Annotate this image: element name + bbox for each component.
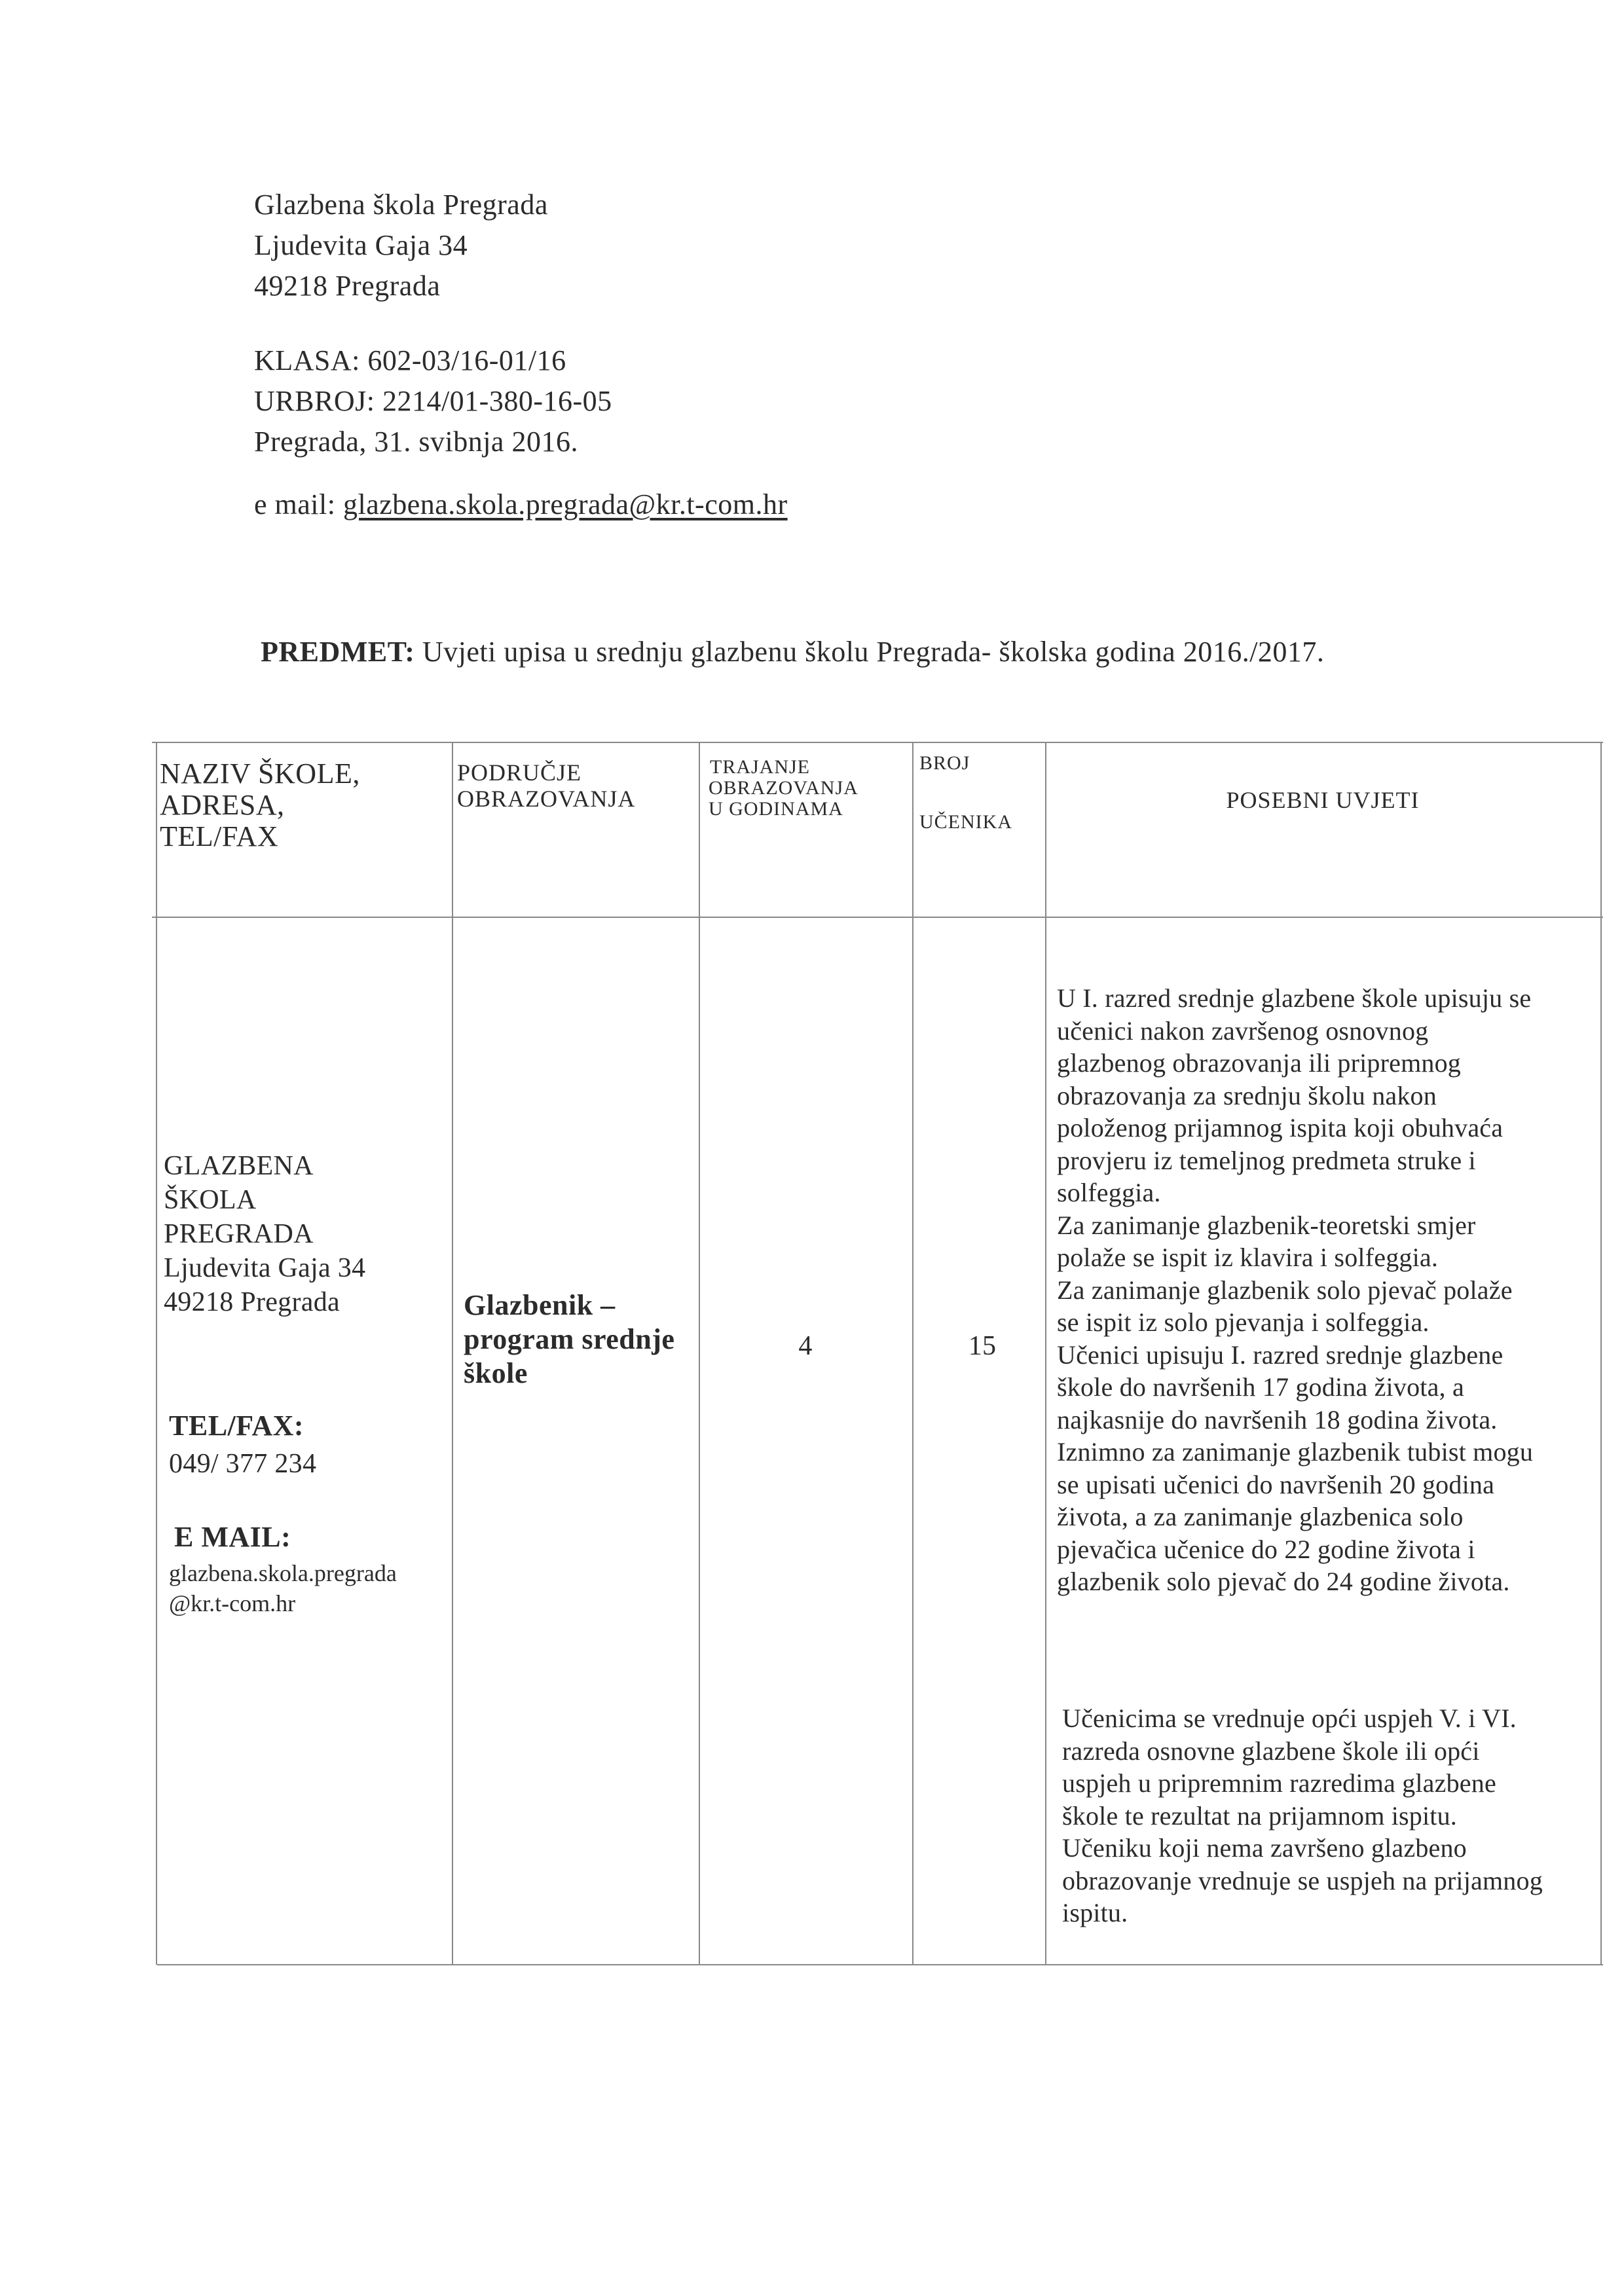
condition-line: razreda osnovne glazbene škole ili opći [1062, 1736, 1480, 1766]
subject-text: Uvjeti upisa u srednju glazbenu školu Pregrada- školska godina 2016./2017. [415, 636, 1325, 668]
header-special-conditions: POSEBNI UVJETI [1226, 787, 1420, 813]
condition-line: Učeniku koji nema završeno glazbeno [1062, 1833, 1467, 1863]
condition-line: najkasnije do navršenih 18 godina života. [1057, 1404, 1498, 1434]
school-info-cell: GLAZBENA ŠKOLA PREGRADA Ljudevita Gaja 34 49218 Pregrada [164, 1151, 366, 1317]
tel-fax-label: TEL/FAX: [169, 1410, 304, 1442]
klasa-number: KLASA: 602-03/16-01/16 [254, 344, 566, 376]
condition-line: glazbenog obrazovanja ili pripremnog [1057, 1048, 1461, 1078]
condition-line: Iznimno za zanimanje glazbenik tubist mogu [1057, 1437, 1534, 1467]
condition-line: ispitu. [1062, 1898, 1128, 1927]
condition-line: obrazovanje vrednuje se uspjeh na prijamnog [1062, 1865, 1543, 1895]
header-student-count-top: BROJ [919, 752, 970, 774]
condition-line: Učenici upisuju I. razred srednje glazbene [1057, 1339, 1504, 1370]
email-line [254, 484, 788, 525]
duration-value: 4 [798, 1331, 813, 1361]
table-border-right [1600, 742, 1602, 1965]
condition-line: obrazovanja za srednju školu nakon [1057, 1080, 1437, 1110]
email-value-cell: glazbena.skola.pregrada @kr.t-com.hr [169, 1560, 397, 1616]
letterhead [254, 185, 788, 525]
table-col-divider-3 [912, 742, 913, 1965]
condition-line: uspjeh u pripremnim razredima glazbene [1062, 1768, 1496, 1798]
header-education-field: PODRUČJE OBRAZOVANJA [457, 759, 636, 812]
table-border-top [152, 742, 1603, 743]
tel-fax-value: 049/ 377 234 [169, 1449, 317, 1479]
school-postal-city: 49218 Pregrada [254, 270, 441, 302]
program-cell: Glazbenik – program srednje škole [464, 1289, 675, 1389]
table-header-divider [152, 917, 1603, 918]
condition-line: Učenicima se vrednuje opći uspjeh V. i VI. [1062, 1704, 1517, 1733]
header-duration: TRAJANJE OBRAZOVANJA U GODINAMA [709, 756, 858, 820]
table-col-divider-4 [1045, 742, 1046, 1965]
email-label: e mail: [254, 488, 343, 520]
school-name: Glazbena škola Pregrada [254, 189, 548, 221]
condition-line: položenog prijamnog ispita koji obuhvaća [1057, 1113, 1504, 1142]
condition-line: Za zanimanje glazbenik solo pjevač polaže [1057, 1275, 1513, 1305]
condition-line: polaže se ispit iz klavira i solfeggia. [1057, 1243, 1439, 1272]
urbroj-number: URBROJ: 2214/01-380-16-05 [254, 385, 612, 417]
table-col-divider-1 [452, 742, 453, 1965]
special-conditions-text-1 [1057, 982, 1598, 1598]
student-count-value: 15 [968, 1331, 997, 1361]
condition-line: solfeggia. [1057, 1178, 1161, 1207]
condition-line: škole do navršenih 17 godina života, a [1057, 1372, 1464, 1402]
subject-label: PREDMET: [261, 636, 415, 668]
condition-line: glazbenik solo pjevač do 24 godine života. [1057, 1567, 1510, 1596]
email-label-cell: E MAIL: [174, 1521, 291, 1553]
condition-line: Za zanimanje glazbenik-teoretski smjer [1057, 1210, 1476, 1240]
special-conditions-text-2 [1062, 1702, 1598, 1929]
condition-line: škole te rezultat na prijamnom ispitu. [1062, 1800, 1458, 1831]
condition-line: života, a za zanimanje glazbenica solo [1057, 1502, 1464, 1531]
condition-line: se ispit iz solo pjevanja i solfeggia. [1057, 1307, 1430, 1337]
header-school-name: NAZIV ŠKOLE, ADRESA, TEL/FAX [160, 757, 360, 852]
table-border-bottom [157, 1964, 1603, 1965]
condition-line: provjeru iz temeljnog predmeta struke i [1057, 1145, 1476, 1175]
table-border-left [156, 742, 157, 1965]
school-street: Ljudevita Gaja 34 [254, 229, 468, 261]
condition-line: U I. razred srednje glazbene škole upisuju se [1057, 983, 1532, 1013]
place-date: Pregrada, 31. svibnja 2016. [254, 426, 578, 458]
email-link[interactable]: glazbena.skola.pregrada@kr.t-com.hr [342, 488, 788, 520]
condition-line: pjevačica učenice do 22 godine života i [1057, 1534, 1475, 1564]
header-student-count-bottom: UČENIKA [919, 811, 1012, 833]
condition-line: učenici nakon završenog osnovnog [1057, 1015, 1429, 1046]
subject-line [261, 635, 1324, 668]
condition-line: se upisati učenici do navršenih 20 godina [1057, 1469, 1495, 1499]
